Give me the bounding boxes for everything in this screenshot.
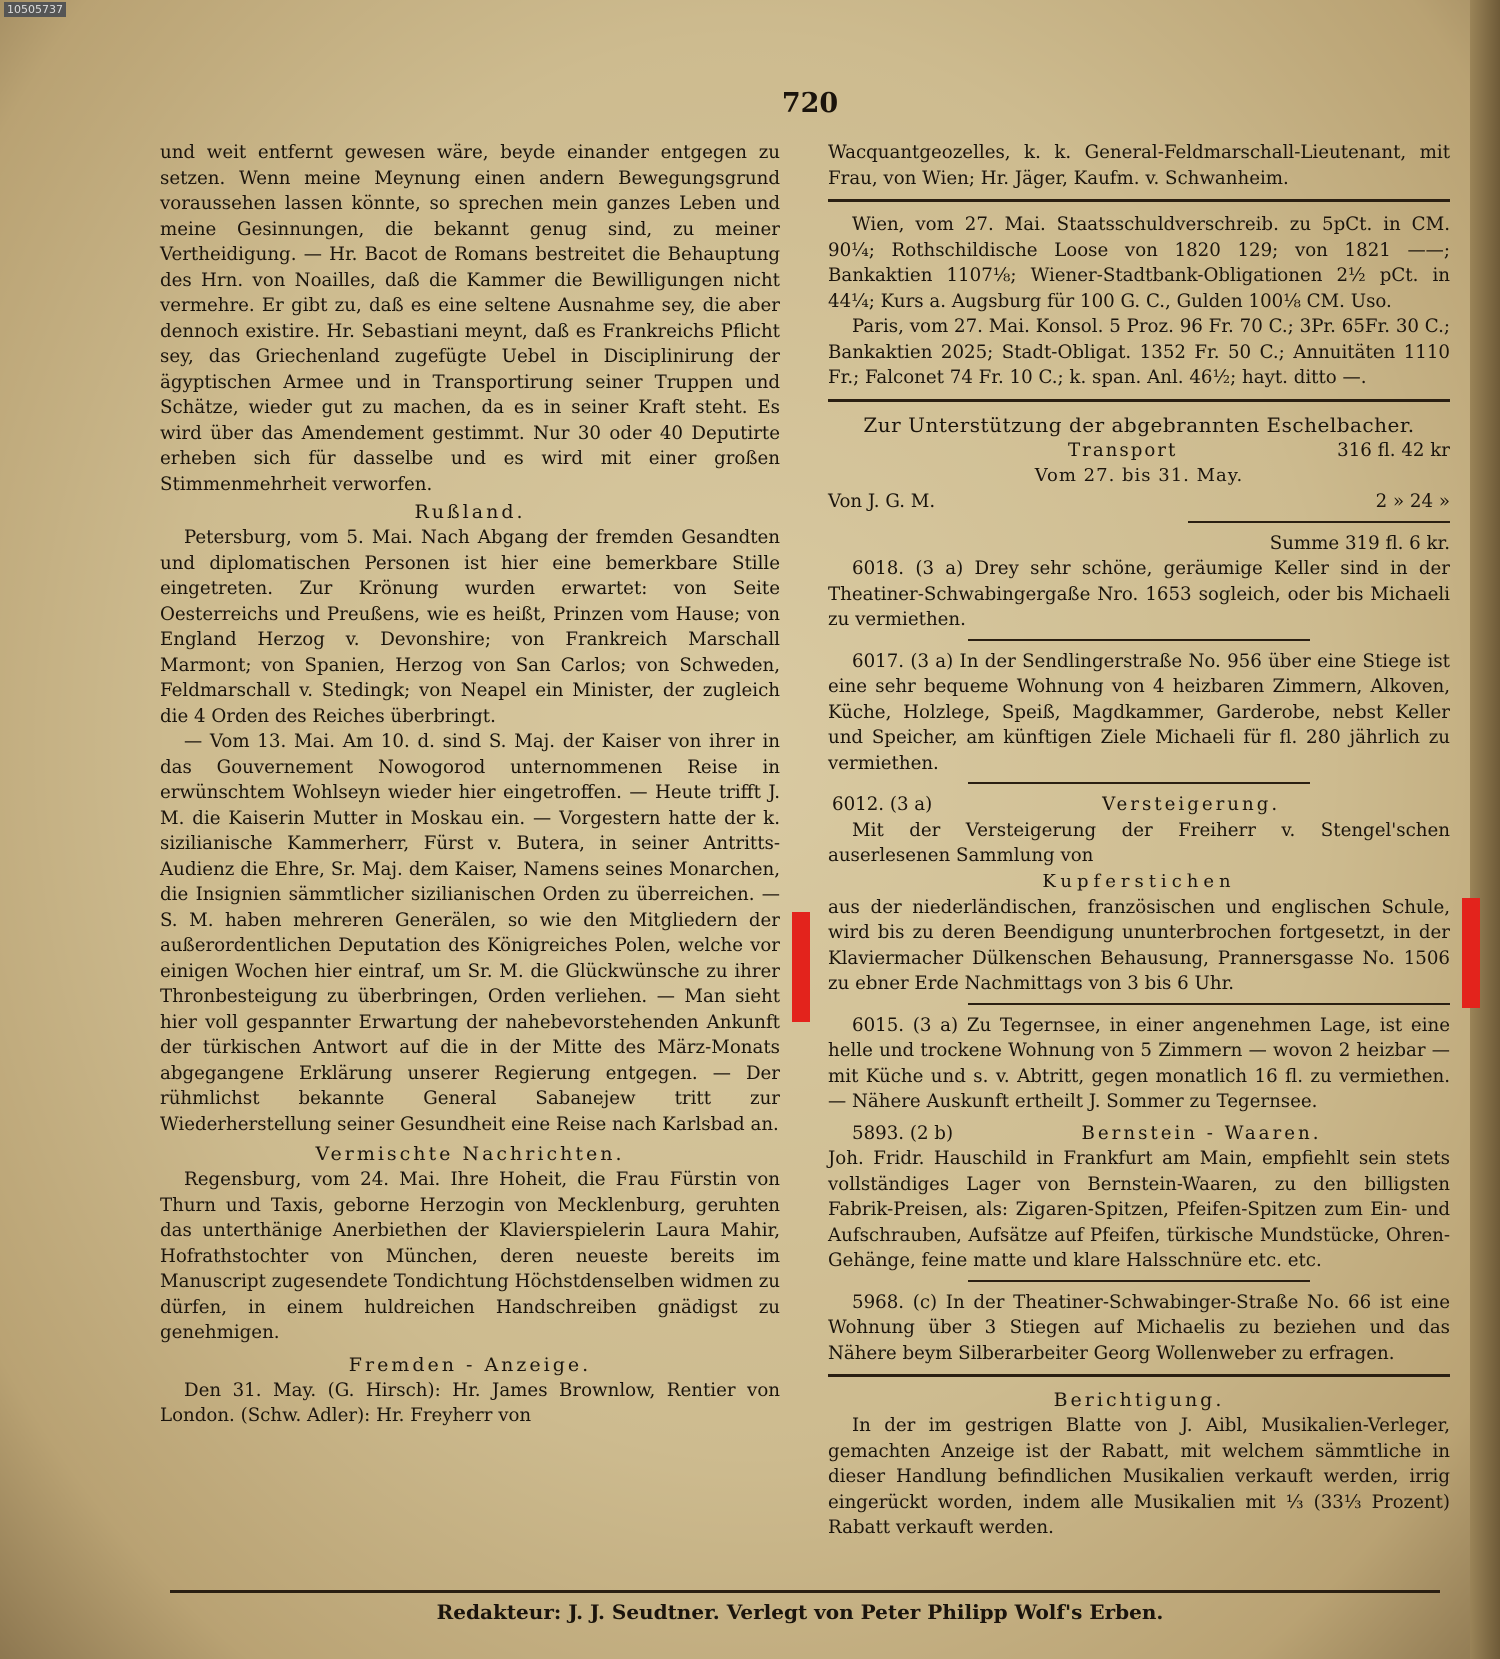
sum-amount: Summe 319 fl. 6 kr. <box>1269 532 1450 554</box>
ad-6012-text-1: Mit der Versteigerung der Freiherr v. Stengel'schen auserlesenen Sammlung von <box>828 819 1450 866</box>
petersburg-report: Petersburg, vom 5. Mai. Nach Abgang der fremden Gesandten und diplomatischen Personen ist hier eine bemerkbare Stille eingetreten. Zur Krönung wurden erwartet: von Seite Oesterreichs und Preußens, wie es heißt, Prinzen vom Hause; von England Herzog v. Devonshire; von Frankreich Marschall Marmont; von Spanien, Herzog von San Carlos; von Schweden, Feldmarschall v. Stedingk; von Neapel ein Minister, der zugleich die 4 Orden des Reiches überbringt. <box>160 527 780 727</box>
ad-6012-title: Versteigerung. <box>1102 794 1281 815</box>
section-heading-russland: Rußland. <box>414 501 526 523</box>
divider <box>968 1280 1310 1282</box>
may-13-report: — Vom 13. Mai. Am 10. d. sind S. Maj. der Kaiser von ihrer in das Gouvernement Nowogorod unternommenen Reise in erwünschtem Wohlseyn wieder hier eingetroffen. — Heute trifft J. M. die Kaiserin Mutter in Moskau ein. — Vorgestern hatte der k. sizilianische Kammerherr, Fürst v. Butera, in seiner Antritts-Audienz die Ehre, Sr. Maj. dem Kaiser, Namens seines Monarchen, die Insignien sämmtlicher sizilianischen Orden zu überreichen. — S. M. haben mehreren Generälen, so wie den Mitgliedern der außerordentlichen Deputation des Königreiches Polen, welche vor einigen Wochen hier eintraf, um Sr. M. die Glückwünsche zu ihrer Thronbesteigung zu überbringen, Orden verliehen. — Man sieht hier voll gespannter Erwartung der nahebevorstehenden Ankunft der türkischen Antwort auf die in der Mitte des März-Monats abgegangene Erklärung unserer Regierung entgegen. — Der rühmlichst bekannte General Sabanejew tritt zur Wiederherstellung seiner Gesundheit eine Reise nach Karlsbad an. <box>160 731 780 1135</box>
ad-6017: 6017. (3 a) In der Sendlingerstraße No. 956 über eine Stiege ist eine sehr bequeme Wohnung von 4 heizbaren Zimmern, Alkoven, Küche, Holzlege, Speiß, Magdkammer, Garderobe, nebst Keller und Speicher, am künftigen Ziele Michaeli für fl. 280 jährlich zu vermiethen. <box>828 650 1450 774</box>
red-marker-right <box>1462 898 1480 1008</box>
ad-5893-header <box>828 1121 1450 1147</box>
divider <box>828 1374 1450 1377</box>
divider <box>968 782 1310 784</box>
left-column <box>160 140 780 1429</box>
ad-6015: 6015. (3 a) Zu Tegernsee, in einer angenehmen Lage, ist eine helle und trockene Wohnung von 5 Zimmern — wovon 2 heizbar — mit Küche und s. v. Abtritt, gegen monatlich 16 fl. zu vermiethen. — Nähere Auskunft ertheilt J. Sommer zu Tegernsee. <box>828 1014 1450 1112</box>
ad-5968: 5968. (c) In der Theatiner-Schwabinger-Straße No. 66 ist eine Wohnung über 3 Stiegen auf Michaelis zu beziehen und das Nähere beym Silberarbeiter Georg Wollenweber zu erfragen. <box>828 1291 1450 1364</box>
visitors-continued: Wacquantgeozelles, k. k. General-Feldmarschall-Lieutenant, mit Frau, von Wien; Hr. Jäger, Kaufm. v. Schwanheim. <box>828 142 1450 189</box>
ad-5893-number: 5893. (2 b) <box>852 1122 954 1144</box>
section-heading-fremden: Fremden - Anzeige. <box>348 1353 592 1376</box>
berichtigung-heading: Berichtigung. <box>1053 1389 1225 1411</box>
ad-5893-text: Joh. Fridr. Hauschild in Frankfurt am Main, empfiehlt sein stets vollständiges Lager von Bernstein-Waaren, zu den billigsten Fabrik-Preisen, als: Zigaren-Spitzen, Pfeifen-Spitzen zum Ein- und Aufschrauben, Aufsätze auf Pfeifen, türkische Mundstücke, Ohren-Gehänge, feine matte und klare Halsschnüre etc. etc. <box>828 1148 1450 1271</box>
support-heading: Zur Unterstützung der abgebrannten Eschelbacher. <box>863 412 1415 437</box>
paris-exchange-report: Paris, vom 27. Mai. Konsol. 5 Proz. 96 Fr. 70 C.; 3Pr. 65Fr. 30 C.; Bankaktien 2025; Stadt-Obligat. 1352 Fr. 50 C.; Annuitäten 1110 Fr.; Falconet 74 Fr. 10 C.; k. span. Anl. 46½; hayt. ditto —. <box>828 316 1450 388</box>
page-number: 720 <box>781 88 839 119</box>
ad-6012-number: 6012. (3 a) <box>832 794 933 815</box>
berichtigung-text: In der im gestrigen Blatte von J. Aibl, Musikalien-Verleger, gemachten Anzeige ist der Rabatt, mit welchem sämmtliche in dieser Handlung befindlichen Musikalien verkauft werden, irrig eingerückt worden, indem alle Musikalien mit ⅓ (33⅓ Prozent) Rabatt verkauft werden. <box>828 1415 1450 1538</box>
right-column <box>828 140 1450 1541</box>
divider <box>968 639 1310 641</box>
transport-row <box>828 438 1450 464</box>
divider <box>828 399 1450 402</box>
visitors-list: Den 31. May. (G. Hirsch): Hr. James Brownlow, Rentier von London. (Schw. Adler): Hr. Freyherr von <box>160 1379 780 1426</box>
book-spine-edge <box>1470 0 1500 1659</box>
donor-amount: 2 » 24 » <box>1375 491 1450 512</box>
red-marker-left <box>792 912 810 1022</box>
vienna-exchange-report: Wien, vom 27. Mai. Staatsschuldverschreib. zu 5pCt. in CM. 90¼; Rothschildische Loose von 1820 129; von 1821 ——; Bankaktien 1107⅛; Wiener-Stadtbank-Obligationen 2½ pCt. in 44¼; Kurs a. Augsburg für 100 G. C., Gulden 100⅛ CM. Uso. <box>828 214 1450 312</box>
ad-6012-kupferstichen: Kupferstichen <box>1042 870 1236 892</box>
sum-row <box>828 531 1450 557</box>
divider <box>828 199 1450 202</box>
ad-6018: 6018. (3 a) Drey sehr schöne, geräumige Keller sind in der Theatiner-Schwabingergaße Nro. 1653 sogleich, oder bis Michaeli zu vermiethen. <box>828 558 1450 630</box>
section-heading-vermischte: Vermischte Nachrichten. <box>315 1143 625 1165</box>
divider <box>968 1003 1450 1005</box>
ad-6012-header <box>828 792 1450 818</box>
sum-rule <box>1188 521 1450 523</box>
regensburg-report: Regensburg, vom 24. Mai. Ihre Hoheit, die Frau Fürstin von Thurn und Taxis, geborne Herzogin von Mecklenburg, geruhten das unterthänige Anerbiethen der Klavierspielerin Laura Mahir, Hofrathstochter von München, deren neueste bereits im Manuscript zugesendete Tondichtung Höchstdenselben widmen zu dürfen, in einem huldreichen Handschreiben gnädigst zu genehmigen. <box>160 1169 780 1343</box>
donor-row <box>828 489 1450 515</box>
imprint-footer: Redakteur: J. J. Seudtner. Verlegt von Peter Philipp Wolf's Erben. <box>436 1600 1164 1624</box>
ad-5893-title: Bernstein - Waaren. <box>1081 1122 1322 1144</box>
transport-label: Transport <box>1068 439 1178 461</box>
parliament-report-text: und weit entfernt gewesen wäre, beyde einander entgegen zu setzen. Wenn meine Meynung einen andern Bewegungsgrund voraussehen lassen könnte, so sprechen mein ganzes Leben und meine Gesinnungen, die bekannt genug sind, zu meiner Vertheidigung. — Hr. Bacot de Romans bestreitet die Behauptung des Hrn. von Noailles, daß die Kammer die Bewilligungen nicht vermehre. Er gibt zu, daß es eine seltene Ausnahme sey, die aber dennoch existire. Hr. Sebastiani meynt, daß es Frankreichs Pflicht sey, das Griechenland zugefügte Uebel in Disciplinirung der ägyptischen Armee und in Transportirung seiner Truppen und Schätze, wieder gut zu machen, da es in seiner Kraft steht. Es wird über das Amendement gestimmt. Nur 30 oder 40 Deputirte erheben sich für dasselbe und es wird mit einer großen Stimmenmehrheit verworfen. <box>160 142 780 495</box>
ad-6012-text-2: aus der niederländischen, französischen und englischen Schule, wird bis zu deren Beendigung ununterbrochen fortgesetzt, in der Klaviermacher Dülkenschen Behausung, Prannersgasse No. 1506 zu ebner Erde Nachmittags von 3 bis 6 Uhr. <box>828 896 1450 994</box>
donor-name: Von J. G. M. <box>828 491 936 512</box>
transport-amount: 316 fl. 42 kr <box>1337 439 1450 461</box>
date-range: Vom 27. bis 31. May. <box>1034 465 1244 486</box>
scan-id-label: 10505737 <box>4 2 66 17</box>
footer-rule <box>170 1590 1440 1593</box>
